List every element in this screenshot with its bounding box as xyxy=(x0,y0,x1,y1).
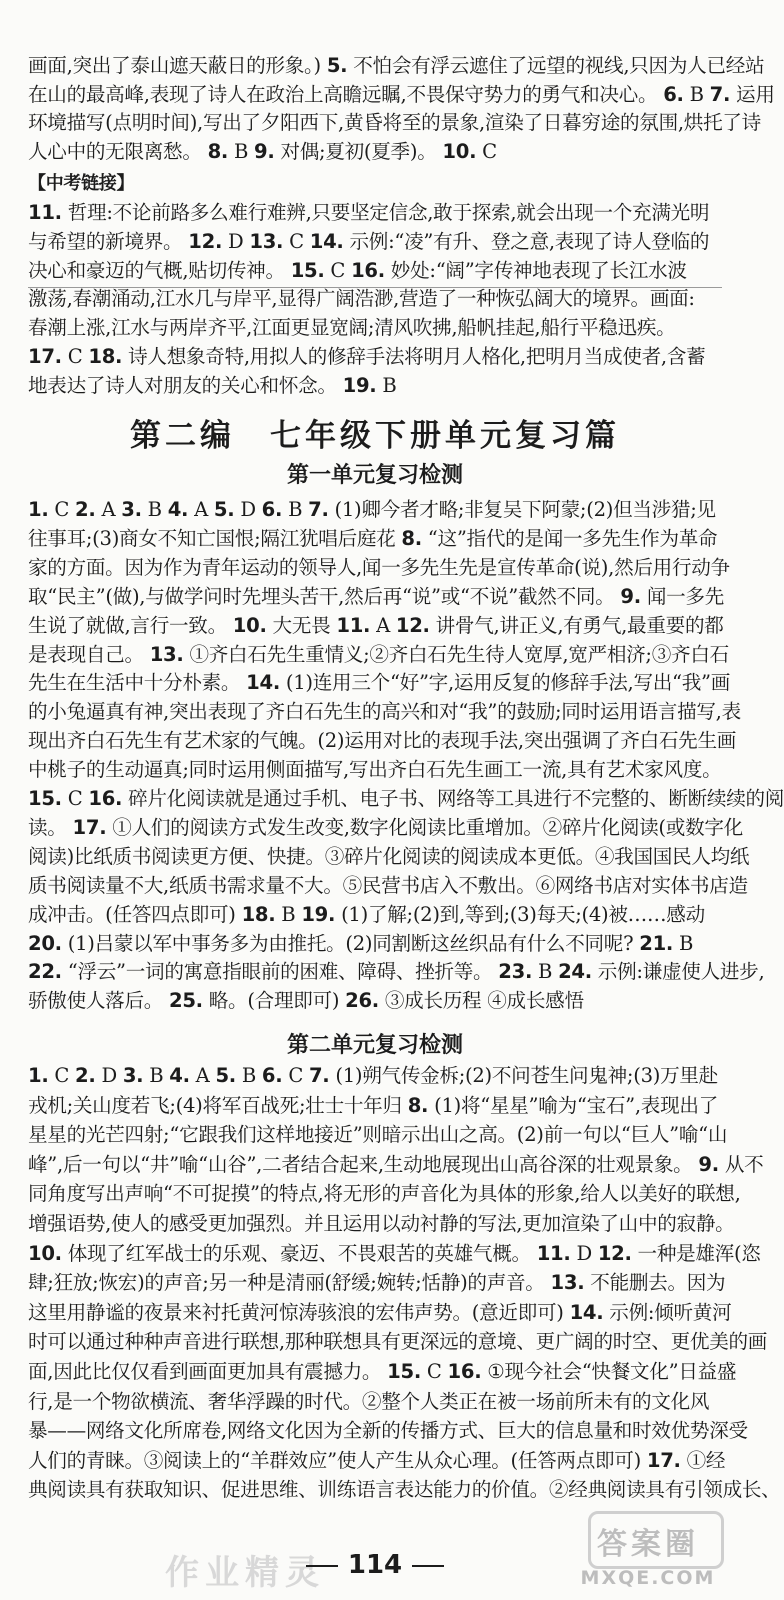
answer-line: 同角度写出声响“不可捉摸”的特点,将无形的声音化为具体的形象,给人以美好的联想, xyxy=(28,1182,741,1206)
answer-line: 戎机;关山度若飞;(4)将军百战死;壮士十年归 8. (1)将“星星”喻为“宝石”,表现出了 xyxy=(28,1093,718,1117)
unit2-title: 第二单元复习检测 xyxy=(286,1033,463,1058)
answer-line: 往事耳;(3)商女不知亡国恨;隔江犹唱后庭花 8. “这”指代的是闻一多先生作为革命 xyxy=(28,526,718,550)
answer-line: 先生在生活中十分朴素。 14. (1)连用三个“好”字,运用反复的修辞手法,写出“我”画 xyxy=(28,671,731,695)
answer-line: 激荡,春潮涌动,江水几与岸平,显得广阔浩渺,营造了一种恢弘阔大的境界。画面: xyxy=(28,287,695,311)
answer-line: 阅读)比纸质书阅读更方便、快捷。③碎片化阅读的阅读成本更低。④我国国民人均纸 xyxy=(28,844,750,868)
answer-line: 行,是一个物欲横流、奢华浮躁的时代。②整个人类正在被一场前所未有的文化风 xyxy=(28,1389,710,1413)
answer-line: 增强语势,使人的感受更加强烈。并且运用以动衬静的写法,更加渲染了山中的寂静。 xyxy=(28,1212,735,1235)
zhongkao-link-tag: 【中考链接】 xyxy=(28,173,135,194)
answer-line: 春潮上涨,江水与两岸齐平,江面更显宽阔;清风吹拂,船帆挂起,船行平稳迅疾。 xyxy=(28,316,676,340)
answer-line: 典阅读具有获取知识、促进思维、训练语言表达能力的价值。②经典阅读具有引领成长、 xyxy=(28,1478,781,1502)
watermark-logo: 答案圈 MXQE.COM xyxy=(558,1505,738,1595)
answer-line: 是表现自己。 13. ①齐白石先生重情义;②齐白石先生待人宽厚,宽严相济;③齐白石 xyxy=(28,642,729,666)
answer-line: 1. C 2. A 3. B 4. A 5. D 6. B 7. (1)卿今者才略;非复吴下阿蒙;(2)但当涉猎;见 xyxy=(28,498,716,521)
section-title: 第二编 七年级下册单元复习篇 xyxy=(130,418,620,454)
answer-line: 骄傲使人落后。 25. 略。(合理即可) 26. ③成长历程 ④成长感悟 xyxy=(28,989,584,1013)
answer-line: 现出齐白石先生有艺术家的气魄。(2)运用对比的表现手法,突出强调了齐白石先生画 xyxy=(28,729,737,753)
answer-line: 中桃子的生动逼真;同时运用侧面描写,写出齐白石先生画工一流,具有艺术家风度。 xyxy=(28,758,722,782)
page-number: 114 xyxy=(0,1550,750,1580)
fold-divider xyxy=(28,287,722,288)
answer-line: 20. (1)吕蒙以军中事务多为由推托。(2)同割断这丝织品有什么不同呢? 21. B xyxy=(28,931,694,955)
unit1-title: 第一单元复习检测 xyxy=(286,463,463,488)
answer-line: 峰”,后一句以“井”喻“山谷”,二者结合起来,生动地展现出山高谷深的壮观景象。 9. 从不 xyxy=(28,1152,764,1176)
answer-line: 取“民主”(做),与做学问时先埋头苦干,然后再“说”或“不说”截然不同。 9. 闻一多先 xyxy=(28,584,725,608)
answer-line: 时可以通过种种声音进行联想,那种联想具有更深远的意境、更广阔的时空、更优美的画 xyxy=(28,1330,768,1354)
answer-line: 生说了就做,言行一致。 10. 大无畏 11. A 12. 讲骨气,讲正义,有勇气,最重要的都 xyxy=(28,613,724,637)
answer-line: 17. C 18. 诗人想象奇特,用拟人的修辞手法将明月人格化,把明月当成使者,含蓄 xyxy=(28,345,706,368)
answer-line: 人心中的无限离愁。 8. B 9. 对偶;夏初(夏季)。 10. C xyxy=(28,139,497,163)
answer-line: 决心和豪迈的气概,贴切传神。 15. C 16. 妙处:“阔”字传神地表现了长江水波 xyxy=(28,258,687,282)
answer-line: 这里用静谧的夜景来衬托黄河惊涛骇浪的宏伟声势。(意近即可) 14. 示例:倾听黄河 xyxy=(28,1300,732,1324)
answer-line: 地表达了诗人对朋友的关心和怀念。 19. B xyxy=(28,373,397,397)
answer-line: 画面,突出了泰山遮天蔽日的形象。) 5. 不怕会有浮云遮住了远望的视线,只因为人已经站 xyxy=(28,54,765,77)
answer-line: 质书阅读量不大,纸质书需求量不大。⑤民营书店入不敷出。⑥网络书店对实体书店造 xyxy=(28,873,748,897)
answer-line: 的小兔逼真有神,突出表现了齐白石先生的高兴和对“我”的鼓励;同时运用语言描写,表 xyxy=(28,700,741,724)
answer-line: 家的方面。因为作为青年运动的领导人,闻一多先生先是宣传革命(说),然后用行动争 xyxy=(28,555,730,579)
answer-line: 10. 体现了红军战士的乐观、豪迈、不畏艰苦的英雄气概。 11. D 12. 一种是雄浑(恣 xyxy=(28,1241,761,1265)
answer-line: 22. “浮云”一词的寓意指眼前的困难、障碍、挫折等。 23. B 24. 示例:谦虚使人进步, xyxy=(28,960,765,984)
answer-line: 面,因此比仅仅看到画面更加具有震撼力。 15. C 16. ①现今社会“快餐文化”日益盛 xyxy=(28,1360,737,1383)
answer-line: 读。 17. ①人们的阅读方式发生改变,数字化阅读比重增加。②碎片化阅读(或数字化 xyxy=(28,815,743,839)
watermark-left: 作业精灵 xyxy=(165,1553,325,1593)
answer-line: 星星的光芒四射;“它跟我们这样地接近”则暗示出山之高。(2)前一句以“巨人”喻“山 xyxy=(28,1123,728,1147)
answer-line: 肆;狂放;恢宏)的声音;另一种是清丽(舒缓;婉转;恬静)的声音。 13. 不能删去。因为 xyxy=(28,1271,726,1295)
answer-line: 与希望的新境界。 12. D 13. C 14. 示例:“凌”有升、登之意,表现了诗人登临的 xyxy=(28,229,710,253)
answer-line: 1. C 2. D 3. B 4. A 5. B 6. C 7. (1)朔气传金柝;(2)不问苍生问鬼神;(3)万里赴 xyxy=(28,1064,718,1087)
answer-line: 11. 哲理:不论前路多么难行难辨,只要坚定信念,敢于探索,就会出现一个充满光明 xyxy=(28,201,710,224)
answer-line: 15. C 16. 碎片化阅读就是通过手机、电子书、网络等工具进行不完整的、断断续续的阅 xyxy=(28,787,784,810)
answer-line: 暴——网络文化所席卷,网络文化因为全新的传播方式、巨大的信息量和时效优势深受 xyxy=(28,1419,748,1443)
answer-line: 在山的最高峰,表现了诗人在政治上高瞻远瞩,不畏保守势力的勇气和决心。 6. B 7. 运用 xyxy=(28,82,775,106)
answer-line: 人们的青睐。③阅读上的“羊群效应”使人产生从众心理。(任答两点即可) 17. ①经 xyxy=(28,1448,726,1472)
answer-line: 环境描写(点明时间),写出了夕阳西下,黄昏将至的景象,渲染了日暮穷途的氛围,烘托了诗 xyxy=(28,111,761,134)
answer-line: 成冲击。(任答四点即可) 18. B 19. (1)了解;(2)到,等到;(3)每天;(4)被……感动 xyxy=(28,902,705,926)
